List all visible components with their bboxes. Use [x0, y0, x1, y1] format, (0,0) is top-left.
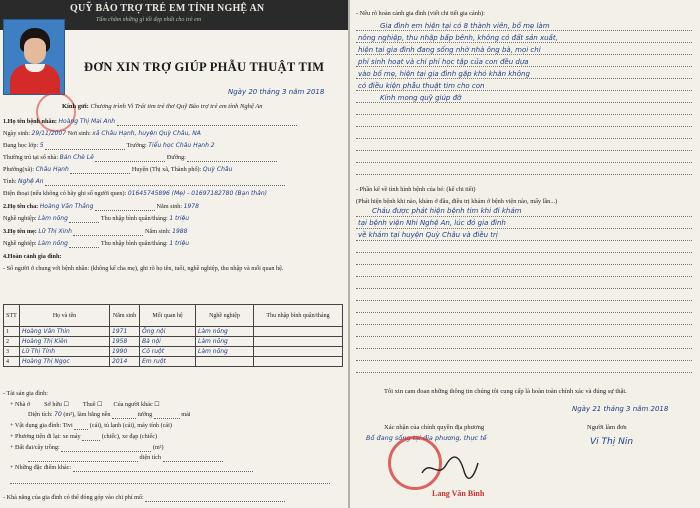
- patient-phone-row: Điện thoại (nếu không có hãy ghi số người quen): 01645745896 (Mẹ) - 01697182780 (Bạn thân): [3, 190, 268, 197]
- house-area: 70: [54, 411, 62, 418]
- form-title: ĐƠN XIN TRỢ GIÚP PHẪU THUẬT TIM: [84, 60, 325, 74]
- difficulty-line: vào bố mẹ, hiện tại gia đình gặp khó khăn không: [358, 70, 530, 78]
- family-note: - Số người ở chung với bệnh nhân: (không kể cha mẹ), ghi rõ họ tên, tuổi, nghề nghiệp, thu nhập và mối quan hệ.: [3, 265, 284, 272]
- patient-photo: [3, 19, 65, 95]
- illness-label: - Phần kể về tình hình bệnh của bé: (kể chi tiết): [356, 186, 476, 193]
- illness-line: Cháu được phát hiện bệnh tim khi đi khám: [372, 207, 522, 215]
- photo-seal-stamp: [36, 92, 76, 132]
- signature-date: Ngày 21 tháng 3 năm 2018: [572, 405, 669, 413]
- commitment-statement: Tôi xin cam đoan những thông tin chúng tôi cung cấp là hoàn toàn chính xác và đúng sự thật.: [384, 388, 627, 395]
- form-page-left: [0, 0, 349, 508]
- local-confirmation-note: Bố đang sống tại địa phương, thực tế: [366, 434, 487, 442]
- father-job: Làm nông: [38, 215, 68, 222]
- recipient-line: [62, 103, 262, 110]
- patient-grade: 5: [39, 142, 44, 149]
- recipient: Chương trình Vì Trái tim trẻ thơ Quỹ Bảo trợ trẻ em tỉnh Nghệ An: [90, 103, 263, 110]
- difficulty-line: Gia đình em hiện tại có 8 thành viên, bố mẹ làm: [380, 22, 550, 30]
- table-row: 3 Lữ Thị Tính 1990 Cô ruột Làm nông: [4, 347, 343, 357]
- father-row: 2.Họ tên cha: Hoàng Văn Thắng Năm sinh: 1978: [3, 203, 199, 210]
- father-name: Hoàng Văn Thắng: [39, 203, 94, 210]
- father-job-row: Nghề nghiệp: Làm nông Thu nhập bình quân/tháng: 1 triệu: [3, 215, 190, 222]
- applicant-label: Người làm đơn: [587, 424, 627, 431]
- applicant-signature: Vi Thị Nin: [590, 437, 634, 447]
- patient-birthplace: xã Châu Hạnh, huyện Quỳ Châu, NA: [92, 130, 201, 137]
- official-name: Lang Văn Bình: [432, 489, 485, 498]
- father-yob: 1978: [183, 203, 199, 210]
- land-row: + Đất đai/cây trồng: (m²): [10, 444, 164, 451]
- form-date: Ngày 20 tháng 3 năm 2018: [228, 88, 325, 96]
- other-features-row: + Những đặc điểm khác:: [10, 464, 253, 472]
- patient-phone: 01645745896 (Mẹ) - 01697182780 (Bạn thân): [127, 190, 268, 197]
- patient-province-row: Tỉnh: Nghệ An: [3, 178, 285, 186]
- patient-residence: Bản Chè Lê: [59, 154, 94, 161]
- patient-ward-row: Phường(xã): Châu Hạnh Huyện (Thị xã, Thành phố): Quỳ Châu: [3, 166, 233, 173]
- mother-job: Làm nông: [38, 240, 68, 247]
- difficulty-line: hiện tại gia đình đang sống nhờ nhà ông bà, mọi chi: [358, 46, 541, 54]
- table-header-row: STT Họ và tên Năm sinh Mối quan hệ Nghề nghiệp Thu nhập bình quân/tháng: [4, 305, 343, 327]
- table-row: 4 Hoàng Thị Ngọc 2014 Em ruột: [4, 357, 343, 367]
- patient-dob-row: Ngày sinh: 29/11/2007 Nơi sinh: xã Châu Hạnh, huyện Quỳ Châu, NA: [3, 130, 201, 137]
- mother-job-row: Nghề nghiệp: Làm nông Thu nhập bình quân/tháng: 1 triệu: [3, 240, 190, 247]
- difficulty-line: Kính mong quỹ giúp đỡ: [380, 94, 462, 102]
- mother-row: 3.Họ tên mẹ: Lữ Thị Xinh Năm sinh: 1988: [3, 228, 188, 235]
- mother-income: 1 triệu: [169, 240, 190, 247]
- org-subtitle: Tấm chăm những gì tốt đẹp nhất cho trẻ em: [96, 17, 202, 23]
- household-items-row: + Vật dụng gia đình: Tivi (cái), tủ lạnh (cái), máy tính (cái): [10, 422, 172, 429]
- father-income: 1 triệu: [169, 215, 190, 222]
- difficulty-label: - Nêu rõ hoàn cảnh gia đình (viết chi tiết gia cảnh):: [356, 10, 485, 17]
- table-row: 2 Hoàng Thị Kiên 1958 Bà nội Làm nông: [4, 337, 343, 347]
- mother-name: Lữ Thị Xinh: [38, 228, 72, 235]
- difficulty-line: có điều kiện phẫu thuật tim cho con: [358, 82, 485, 90]
- difficulty-line: phí sinh hoạt và chi phí học tập của con đều dựa: [358, 58, 529, 66]
- org-name: QUỸ BẢO TRỢ TRẺ EM TỈNH NGHỆ AN: [70, 3, 265, 14]
- patient-name: Hoàng Thị Mai Anh: [58, 118, 116, 125]
- family-section-title: 4.Hoàn cảnh gia đình:: [3, 253, 62, 260]
- difficulty-line: nông nghiệp, thu nhập bấp bênh, không có đất sản xuất,: [358, 34, 558, 42]
- family-members-table: [3, 304, 343, 367]
- patient-district: Quỳ Châu: [202, 166, 233, 173]
- assets-title: - Tài sản gia đình:: [3, 390, 48, 397]
- patient-residence-row: Thường trú tại số nhà: Bản Chè Lê Đường:: [3, 154, 277, 162]
- recipient-label: Kính gửi:: [62, 103, 89, 110]
- illness-hint: (Phát hiện bệnh khi nào, khám ở đâu, điều trị khám ở bệnh viện nào, mấy lần...): [356, 198, 558, 205]
- transport-row: + Phương tiện đi lại: xe máy (chiếc), xe đạp (chiếc): [10, 433, 158, 440]
- house-row: + Nhà ở Sở hữu ☐ Thuê ☐ Của người khác ☐: [10, 401, 160, 408]
- illness-line: về khám tại huyện Quỳ Châu và điều trị: [358, 231, 498, 239]
- local-confirmation-label: Xác nhận của chính quyền địa phương: [384, 424, 485, 431]
- patient-school: Tiểu học Châu Hạnh 2: [148, 142, 215, 149]
- land-area-row: diện tích: [28, 454, 223, 462]
- mother-yob: 1988: [172, 228, 188, 235]
- illness-line: tại bệnh viện Nhi Nghệ An, lúc đó gia đình: [358, 219, 506, 227]
- patient-dob: 29/11/2007: [31, 130, 67, 137]
- official-signature-mark: [420, 455, 480, 481]
- contribution-row: - Khả năng của gia đình có thể đóng góp vào chi phí mổ:: [3, 494, 285, 502]
- patient-name-row: 1.Họ tên bệnh nhân: Hoàng Thị Mai Anh: [3, 118, 297, 126]
- house-area-row: Diện tích: 70 (m²), làm bằng nền tường mái: [28, 411, 191, 418]
- patient-ward: Châu Hạnh: [35, 166, 69, 173]
- patient-school-row: Đang học lớp: 5 Trường: Tiểu học Châu Hạnh 2: [3, 142, 215, 149]
- table-row: 1 Hoàng Văn Thìn 1971 Ông nội Làm nông: [4, 327, 343, 337]
- patient-province: Nghệ An: [17, 178, 44, 185]
